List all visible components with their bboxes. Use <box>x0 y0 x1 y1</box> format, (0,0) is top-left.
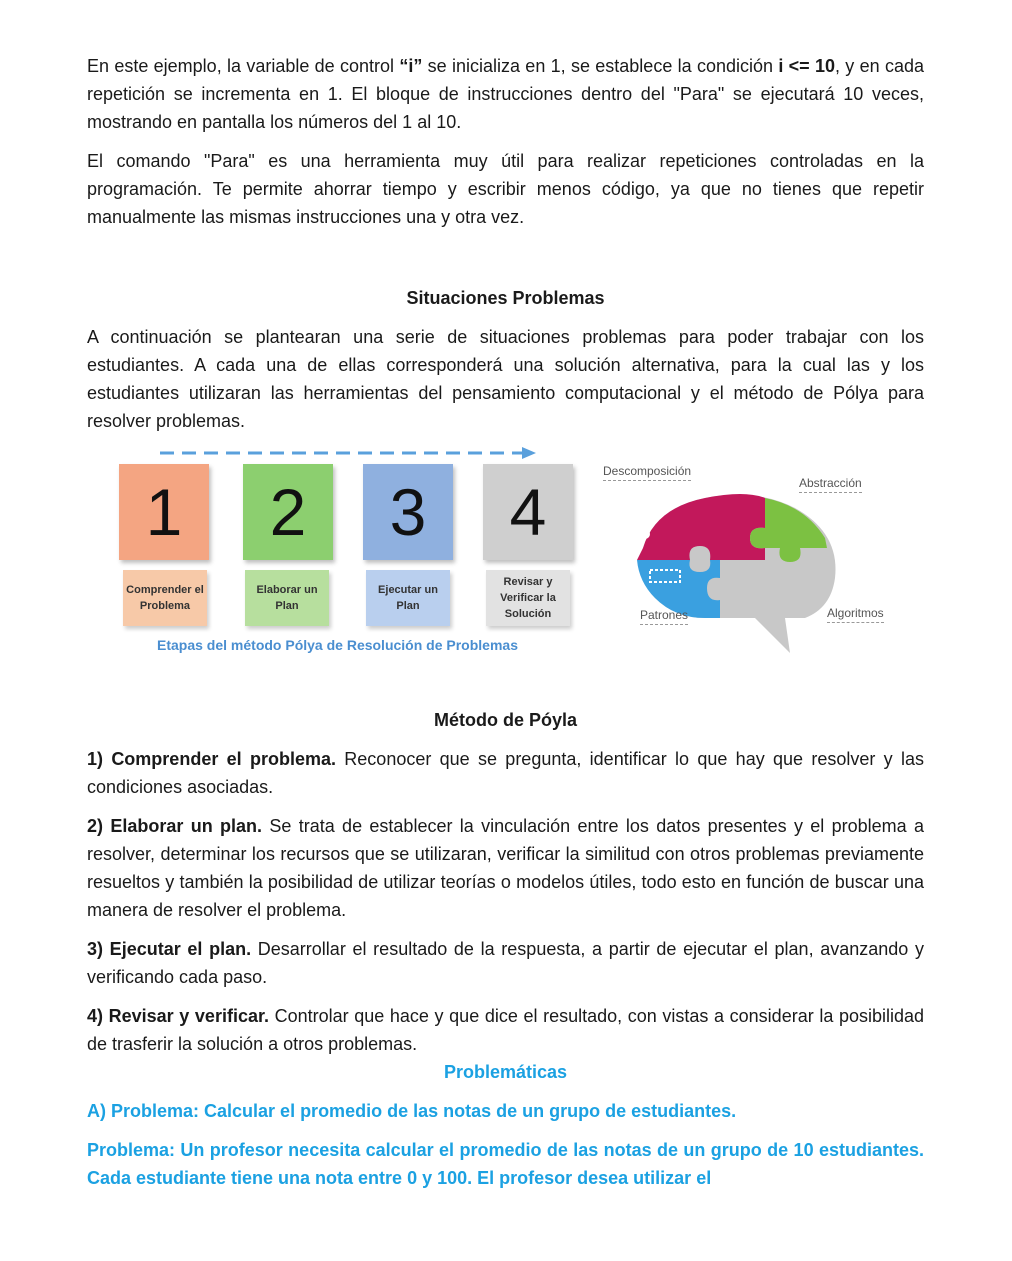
heading-situaciones: Situaciones Problemas <box>406 288 605 308</box>
label-patrones: Patrones <box>640 608 688 625</box>
label-abstraccion: Abstracción <box>799 476 862 493</box>
step-3-label: Ejecutar un Plan <box>366 570 450 626</box>
figure-caption: Etapas del método Pólya de Resolución de Problemas <box>157 637 518 653</box>
step-4-box: 4 <box>483 464 573 560</box>
heading-metodo: Método de Póyla <box>433 710 577 730</box>
brain-puzzle-graphic <box>615 468 855 658</box>
metodo-section <box>87 706 924 1192</box>
problem-a-description: Problema: Un profesor necesita calcular el promedio de las notas de un grupo de 10 estudiantes. Cada estudiante tiene una nota entre 0 y 100. El profesor desea utilizar el <box>87 1140 924 1188</box>
step-1-box: 1 <box>119 464 209 560</box>
problem-a-title: A) Problema: Calcular el promedio de las notas de un grupo de estudiantes. <box>87 1101 737 1121</box>
metodo-item-3: 3) Ejecutar el plan. Desarrollar el resultado de la respuesta, a partir de ejecutar el plan, avanzando y verificando cada paso. <box>87 939 925 987</box>
step-3-box: 3 <box>363 464 453 560</box>
metodo-item-4: 4) Revisar y verificar. Controlar que hace y que dice el resultado, con vistas a considerar la posibilidad de trasferir la solución a otros problemas. <box>87 1006 925 1054</box>
polya-figure <box>115 440 905 665</box>
heading-problematicas: Problemáticas <box>443 1062 568 1082</box>
dashed-arrow <box>160 446 540 460</box>
metodo-item-1: 1) Comprender el problema. Reconocer que se pregunta, identificar lo que hay que resolver y las condiciones asociadas. <box>87 749 924 797</box>
step-1-label: Comprender el Problema <box>123 570 207 626</box>
paragraph-situaciones: A continuación se plantearan una serie de situaciones problemas para poder trabajar con los estudiantes. A cada una de ellas corresponderá una solución alternativa, para la cual las y los estudiantes utilizaran las herramientas del pensamiento computacional y el método de Pólya para resolver problemas. <box>87 327 924 431</box>
paragraph-intro-1: En este ejemplo, la variable de control “i” se inicializa en 1, se establece la condición i <= 10, y en cada repetición se incrementa en 1. El bloque de instrucciones dentro del "Para" se ejecutará 10 veces, mostrando en pantalla los números del 1 al 10. <box>87 56 924 132</box>
document-page <box>87 52 924 435</box>
label-algoritmos: Algoritmos <box>827 606 884 623</box>
step-2-label: Elaborar un Plan <box>245 570 329 626</box>
metodo-item-2: 2) Elaborar un plan. Se trata de establecer la vinculación entre los datos presentes y el problema a resolver, determinar los recursos que se utilizaran, verificar la similitud con otros problemas previamente resueltos y también la posibilidad de utilizar teorías o modelos útiles, todo esto en función de buscar una manera de resolver el problema. <box>87 816 925 920</box>
paragraph-intro-2: El comando "Para" es una herramienta muy útil para realizar repeticiones controladas en la programación. Te permite ahorrar tiempo y escribir menos código, ya que no tienes que repetir manualmente las mismas instrucciones una y otra vez. <box>87 151 924 227</box>
step-2-box: 2 <box>243 464 333 560</box>
label-descomposicion: Descomposición <box>603 464 691 481</box>
step-4-label: Revisar y Verificar la Solución <box>486 570 570 626</box>
